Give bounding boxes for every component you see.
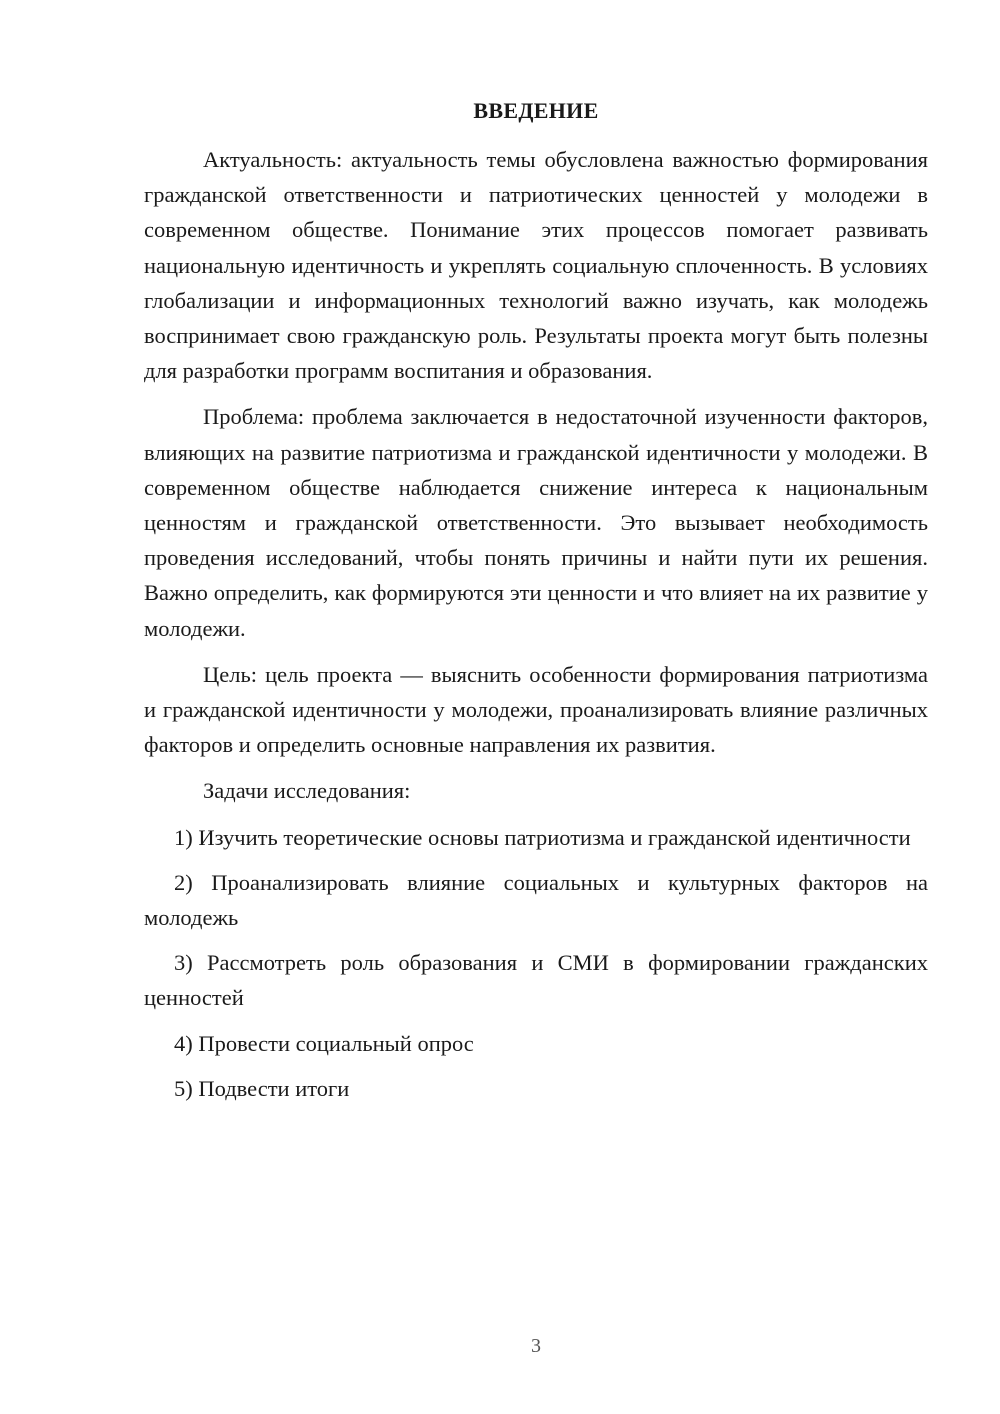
page-title: ВВЕДЕНИЕ bbox=[473, 98, 599, 123]
page-number: 3 bbox=[531, 1335, 541, 1357]
paragraph-relevance: Актуальность: актуальность темы обусловлена важностью формирования гражданской ответственности и патриотических ценностей у молодежи в современном обществе. Понимание этих процессов помогает развивать национальную идентичность и укреплять социальную сплоченность. В условиях глобализации и информационных технологий важно изучать, как молодежь воспринимает свою гражданскую роль. Результаты проекта могут быть полезны для разработки программ воспитания и образования. bbox=[144, 147, 928, 384]
task-item-5: 5) Подвести итоги bbox=[174, 1075, 350, 1101]
task-item-4: 4) Провести социальный опрос bbox=[174, 1030, 474, 1056]
task-item-2: 2) Проанализировать влияние социальных и культурных факторов на молодежь bbox=[144, 869, 928, 931]
tasks-heading: Задачи исследования: bbox=[203, 778, 411, 804]
task-item-3: 3) Рассмотреть роль образования и СМИ в формировании гражданских ценностей bbox=[144, 950, 928, 1011]
document-body bbox=[144, 142, 928, 1116]
task-item-1: 1) Изучить теоретические основы патриотизма и гражданской идентичности bbox=[174, 824, 911, 850]
paragraph-goal: Цель: цель проекта — выяснить особенности формирования патриотизма и гражданской идентичности у молодежи, проанализировать влияние различных факторов и определить основные направления их развития. bbox=[144, 661, 928, 758]
paragraph-problem: Проблема: проблема заключается в недостаточной изученности факторов, влияющих на развитие патриотизма и гражданской идентичности у молодежи. В современном обществе наблюдается снижение интереса к национальным ценностям и гражданской ответственности. Это вызывает необходимость проведения исследований, чтобы понять причины и найти пути их решения. Важно определить, как формируются эти ценности и что влияет на их развитие у молодежи. bbox=[144, 404, 928, 641]
